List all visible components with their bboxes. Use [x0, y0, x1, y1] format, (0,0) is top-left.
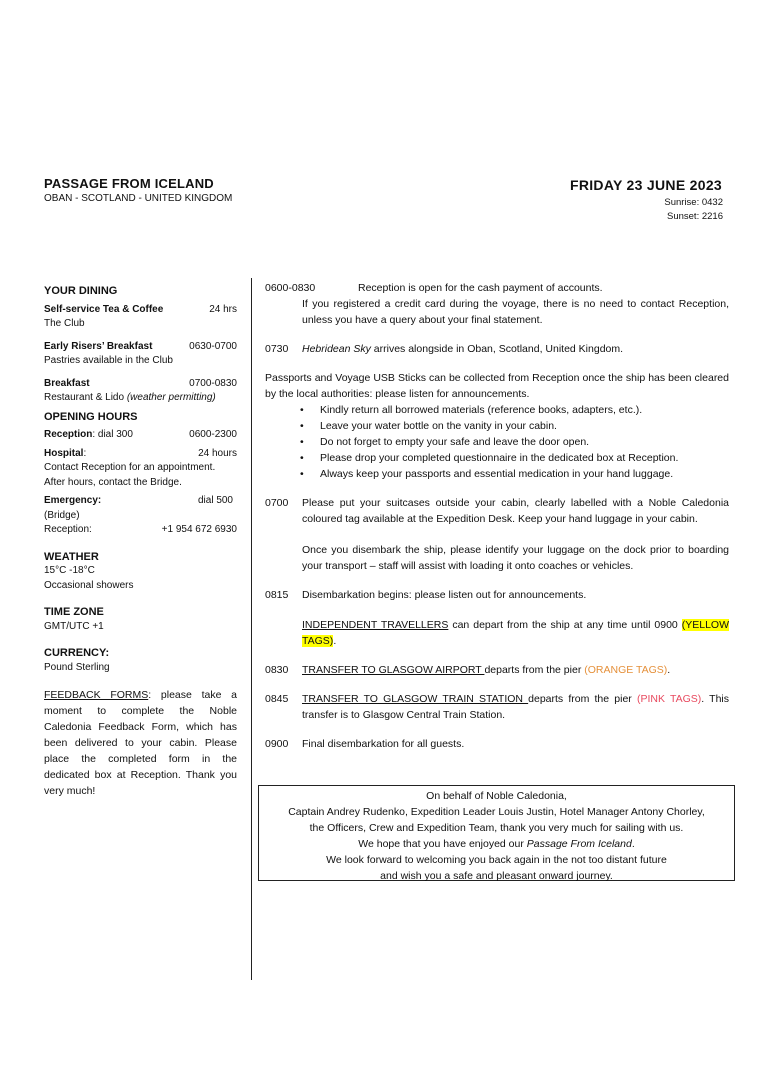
farewell-line: We look forward to welcoming you back again in the not too distant future [326, 854, 667, 866]
list-item: • Please drop your completed questionnaire in the dedicated box at Reception. [320, 450, 729, 466]
company-name: Noble Caledonia [486, 790, 564, 802]
entry-text: departs from the pier [528, 693, 637, 705]
crew-names: Captain Andrey Rudenko, Expedition Leader Louis Justin, Hotel Manager Antony Chorley [288, 806, 702, 818]
dining-detail: Pastries available in the Club [44, 355, 173, 366]
timezone-value: GMT/UTC +1 [44, 620, 104, 632]
hospital-hours: Hospital: 24 hours [44, 447, 237, 462]
dining-time: 24 hrs [209, 303, 237, 315]
schedule-entry [265, 587, 729, 603]
farewell-box [258, 785, 735, 881]
passports-text: can be collected from Reception once the ship has been cleared by the local authorities: please listen for announcements. [265, 372, 729, 400]
port-name: Oban, Scotland, United Kingdom [467, 343, 621, 355]
independent-text: can depart from the ship at any time until 0900 [448, 619, 682, 631]
hospital-label: Hospital [44, 447, 84, 459]
entry-emphasis: suitcases outside your cabin [386, 497, 527, 509]
farewell-line [259, 836, 734, 852]
emergency-dial: dial 500 [197, 495, 233, 506]
airport-transfer-label: TRANSFER TO GLASGOW AIRPORT [302, 664, 485, 676]
emergency-bridge: (Bridge) [44, 509, 80, 521]
yellow-tags-label: (YELLOW TAGS) [302, 619, 730, 647]
schedule-entry [265, 341, 729, 357]
entry-title: Reception is open for the cash payment of accounts. [358, 282, 603, 294]
independent-note [265, 617, 729, 649]
sunrise-time: Sunrise: 0432 [664, 197, 723, 208]
dining-time: 0700-0830 [189, 377, 237, 389]
dining-name: Self-service Tea & Coffee [44, 303, 164, 315]
sidebar-info [44, 284, 237, 799]
farewell-line: the Officers, Crew and Expedition Team, thank you very much for sailing with us. [309, 822, 684, 834]
dining-detail-text: Restaurant & Lido [44, 392, 125, 403]
feedback-note [44, 687, 237, 799]
dining-item [44, 377, 237, 406]
checklist [265, 402, 729, 482]
entry-time: 0815 [265, 589, 289, 601]
pink-tags-label: (PINK TAGS) [636, 693, 702, 705]
dining-heading: YOUR DINING [44, 285, 118, 297]
emergency-reception-label: Reception: [44, 524, 92, 535]
dining-item [44, 303, 237, 332]
entry-text: Once you disembark the ship, please identify your luggage on the dock prior to boarding your transport – staff will assist with loading it onto coaches or vehicles. [302, 544, 729, 572]
dining-detail [44, 391, 237, 406]
passports-label: Passports [265, 372, 312, 384]
feedback-text: : please take a moment to complete the Noble Caledonia Feedback Form, which has been delivered to your cabin. Please place the completed form in the dedicated box at Reception. Thank you very much! [44, 689, 237, 797]
train-transfer-label: TRANSFER TO GLASGOW TRAIN STATION [302, 693, 529, 705]
emergency-reception-number: +1 954 672 6930 [161, 524, 237, 535]
page-title: PASSAGE FROM ICELAND [44, 176, 214, 191]
entry-time: 0830 [265, 664, 289, 676]
entry-text: Final disembarkation for all guests. [302, 738, 465, 750]
entry-time: 0700 [265, 497, 289, 509]
dining-name: Breakfast [44, 377, 90, 389]
orange-tags-label: (ORANGE TAGS) [584, 664, 668, 676]
entry-text-end: . [620, 343, 624, 355]
farewell-text: On behalf of [426, 790, 487, 802]
farewell-line: and wish you a safe and pleasant onward journey. [380, 870, 613, 882]
entry-time: 0900 [265, 738, 289, 750]
list-item: • Do not forget to empty your safe and leave the door open. [320, 434, 729, 450]
usb-label: Voyage USB Sticks [335, 372, 426, 384]
entry-text-rest: . This transfer is to Glasgow Central Train Station. [302, 693, 729, 721]
entry-text: arrives alongside in [370, 343, 468, 355]
entry-text-rest: , clearly labelled with a Noble Caledonia coloured tag available at the Expedition Desk. Keep your hand luggage in your cabin. [302, 497, 729, 525]
list-item: • Leave your water bottle on the vanity in your cabin. [320, 418, 729, 434]
farewell-line [259, 788, 734, 804]
dining-detail-note: (weather permitting) [126, 392, 216, 403]
entry-text-end: . [667, 664, 671, 676]
farewell-line [259, 804, 734, 820]
hours-heading: OPENING HOURS [44, 410, 138, 423]
dining-detail: The Club [44, 318, 85, 329]
reception-dial: : dial 300 [92, 429, 133, 440]
list-item: • Always keep your passports and essential medication in your hand luggage. [320, 466, 729, 482]
farewell-punct: , [563, 790, 567, 802]
schedule-entry [265, 495, 729, 527]
reception-hours [44, 428, 237, 443]
hospital-note-2: After hours, contact the Bridge. [44, 476, 182, 488]
dining-time: 0630-0700 [189, 340, 237, 352]
entry-time: 0730 [265, 343, 289, 355]
entry-text: Please put your [302, 497, 387, 509]
currency-heading: CURRENCY: [44, 647, 110, 659]
ship-name: Hebridean Sky [302, 343, 371, 355]
emergency-label: Emergency: [44, 495, 102, 506]
feedback-label: FEEDBACK FORMS [44, 689, 149, 701]
emergency-line [44, 494, 237, 509]
entry-text: Disembarkation begins: please listen out for announcements. [302, 589, 587, 601]
emergency-reception [44, 523, 237, 538]
entry-text: If you registered a credit card during the voyage, there is no need to contact Reception, unless you have a query about your final statement. [302, 298, 729, 326]
hospital-time: 24 hours [198, 447, 237, 459]
weather-heading: WEATHER [44, 550, 99, 563]
reception-label: Reception [44, 429, 93, 440]
passports-join: and [311, 372, 336, 384]
reception-time: 0600-2300 [189, 429, 237, 440]
sunset-time: Sunset: 2216 [667, 211, 723, 222]
list-item: • Kindly return all borrowed materials (reference books, adapters, etc.). [320, 402, 729, 418]
independent-label: INDEPENDENT TRAVELLERS [302, 619, 449, 631]
weather-temperature: 15°C -18°C [44, 565, 95, 576]
entry-time: 0845 [265, 693, 289, 705]
farewell-punct: , [701, 806, 705, 818]
schedule-entry [265, 662, 729, 678]
schedule [265, 280, 729, 752]
passports-note [265, 370, 729, 402]
column-divider [251, 278, 252, 980]
farewell-text: We hope that you have enjoyed our [358, 838, 527, 850]
dining-name: Early Risers’ Breakfast [44, 340, 153, 352]
dining-item [44, 340, 237, 369]
entry-text: departs from the pier [484, 664, 585, 676]
weather-description: Occasional showers [44, 579, 134, 591]
entry-time: 0600-0830 [265, 282, 316, 294]
hospital-note-1: Contact Reception for an appointment. [44, 462, 216, 473]
timezone-heading: TIME ZONE [44, 606, 104, 618]
farewell-punct: . [631, 838, 635, 850]
schedule-entry [265, 691, 729, 723]
schedule-entry [265, 736, 729, 752]
voyage-name: Passage From Iceland [526, 838, 632, 850]
page-subtitle: OBAN - SCOTLAND - UNITED KINGDOM [44, 193, 233, 204]
currency-value: Pound Sterling [44, 661, 110, 673]
independent-end: . [333, 635, 337, 647]
schedule-entry [265, 280, 729, 296]
date-heading: FRIDAY 23 JUNE 2023 [569, 177, 722, 193]
